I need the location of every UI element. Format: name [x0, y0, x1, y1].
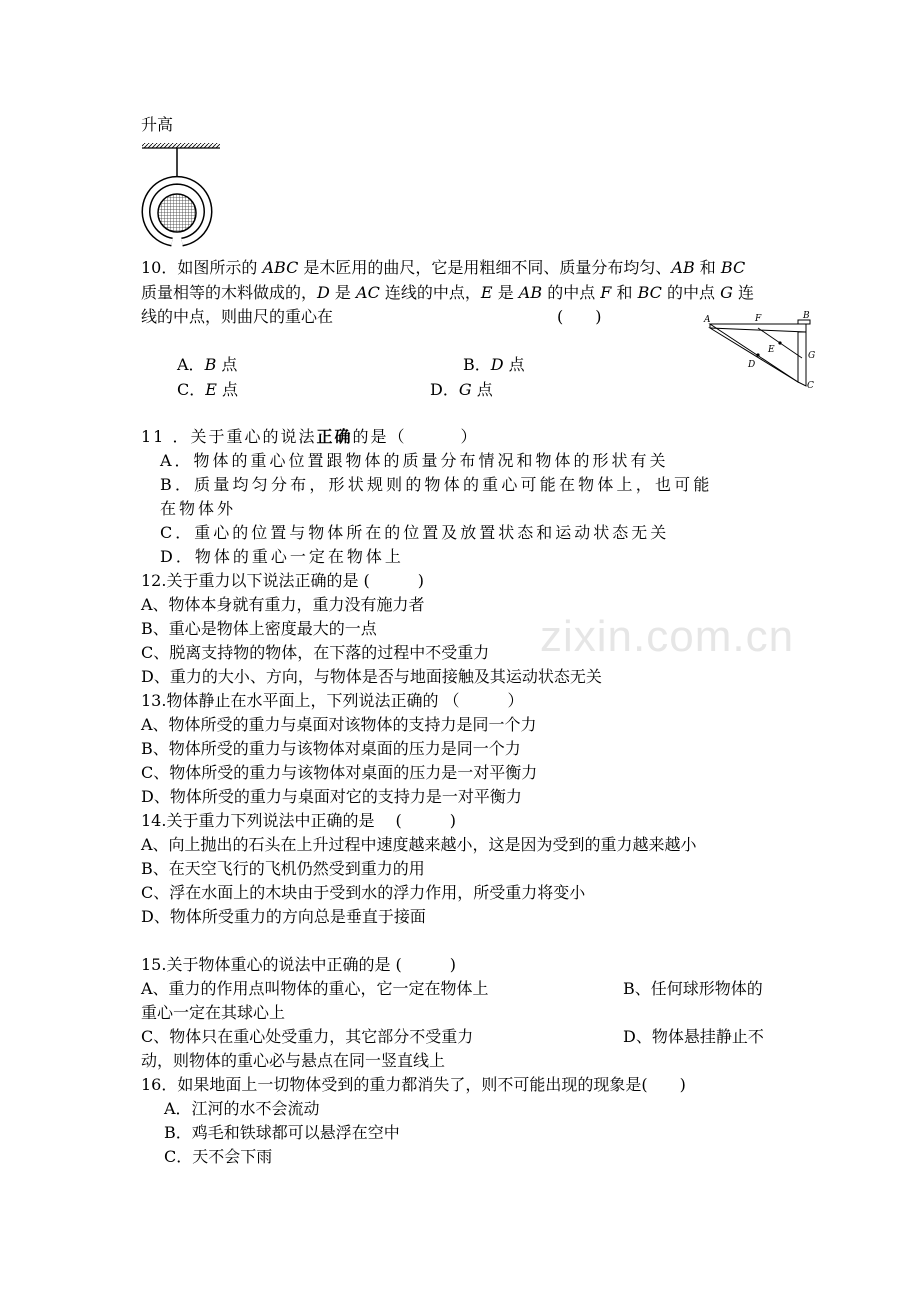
q16-option-c: C．天不会下雨 [164, 1147, 273, 1166]
q16-stem: 16．如果地面上一切物体受到的重力都消失了，则不可能出现的现象是( ) [141, 1075, 686, 1094]
q10-answer-paren: ( ) [557, 307, 602, 326]
q13-option-d: D、物体所受的重力与桌面对它的支持力是一对平衡力 [141, 787, 522, 806]
q12-stem: 12.关于重力以下说法正确的是 ( ) [141, 571, 425, 590]
hanging-ring-figure [140, 140, 222, 248]
q12-option-a: A、物体本身就有重力，重力没有施力者 [141, 595, 425, 614]
label-c: C [807, 381, 814, 391]
label-e: E [768, 345, 775, 355]
carpenter-square-figure [702, 310, 818, 392]
q16-option-a: A．江河的水不会流动 [164, 1099, 320, 1118]
q10-stem-line3: 线的中点，则曲尺的重心在 [141, 307, 334, 326]
q14-option-a: A、向上抛出的石头在上升过程中速度越来越小，这是因为受到的重力越来越小 [141, 835, 697, 854]
q12-option-c: C、脱离支持物的物体，在下落的过程中不受重力 [141, 643, 490, 662]
q13-option-c: C、物体所受的重力与该物体对桌面的压力是一对平衡力 [141, 763, 538, 782]
q13-option-b: B、物体所受的重力与该物体对桌面的压力是同一个力 [141, 739, 521, 758]
q11-option-a: A．物体的重心位置跟物体的质量分布情况和物体的形状有关 [160, 451, 669, 470]
label-b: B [803, 311, 810, 321]
watermark: zixin.com.cn [540, 612, 795, 661]
previous-question-tail: 升高 [141, 115, 174, 134]
label-a: A [704, 315, 711, 325]
q11-option-d: D．物体的重心一定在物体上 [160, 547, 404, 566]
q11-stem: 11 ．关于重心的说法正确的是（ ） [141, 427, 479, 446]
q14-stem: 14.关于重力下列说法中正确的是 ( ) [141, 811, 457, 830]
q14-option-c: C、浮在水面上的木块由于受到水的浮力作用，所受重力将变小 [141, 883, 586, 902]
q14-option-d: D、物体所受重力的方向总是垂直于接面 [141, 907, 426, 926]
q15-option-a: A、重力的作用点叫物体的重心，它一定在物体上 [141, 979, 489, 998]
q16-option-b: B．鸡毛和铁球都可以悬浮在空中 [164, 1123, 400, 1142]
q14-option-b: B、在天空飞行的飞机仍然受到重力的用 [141, 859, 425, 878]
q10-option-d: D．G 点 [430, 380, 493, 399]
q10-stem-line1: 10．如图所示的 ABC 是木匠用的曲尺，它是用粗细不同、质量分布均匀、AB 和 BC [141, 258, 746, 277]
q15-stem: 15.关于物体重心的说法中正确的是 ( ) [141, 955, 457, 974]
label-f: F [755, 314, 762, 324]
q15-option-d-start: D、物体悬挂静止不 [623, 1027, 764, 1046]
q15-option-b-start: B、任何球形物体的 [623, 979, 763, 998]
q10-option-b: B．D 点 [463, 355, 525, 374]
q11-option-b-line2: 在物体外 [160, 499, 237, 518]
q13-stem: 13.物体静止在水平面上，下列说法正确的 （ ） [141, 691, 524, 710]
q13-option-a: A、物体所受的重力与桌面对该物体的支持力是同一个力 [141, 715, 537, 734]
q11-option-c: C．重心的位置与物体所在的位置及放置状态和运动状态无关 [160, 523, 670, 542]
q12-option-b: B、重心是物体上密度最大的一点 [141, 619, 377, 638]
label-g: G [808, 351, 816, 361]
q10-option-a: A．B 点 [177, 355, 238, 374]
q15-option-b-end: 重心一定在其球心上 [141, 1003, 286, 1022]
q15-option-d-end: 动，则物体的重心必与悬点在同一竖直线上 [141, 1051, 446, 1070]
q15-option-c: C、物体只在重心处受重力，其它部分不受重力 [141, 1027, 474, 1046]
q12-option-d: D、重力的大小、方向，与物体是否与地面接触及其运动状态无关 [141, 667, 602, 686]
q10-option-c: C．E 点 [177, 380, 239, 399]
q11-option-b-line1: B．质量均匀分布，形状规则的物体的重心可能在物体上，也可能 [160, 475, 713, 494]
q10-stem-line2: 质量相等的木料做成的，D 是 AC 连线的中点，E 是 AB 的中点 F 和 BC 的中点 G 连 [141, 283, 754, 302]
label-d: D [748, 360, 756, 370]
